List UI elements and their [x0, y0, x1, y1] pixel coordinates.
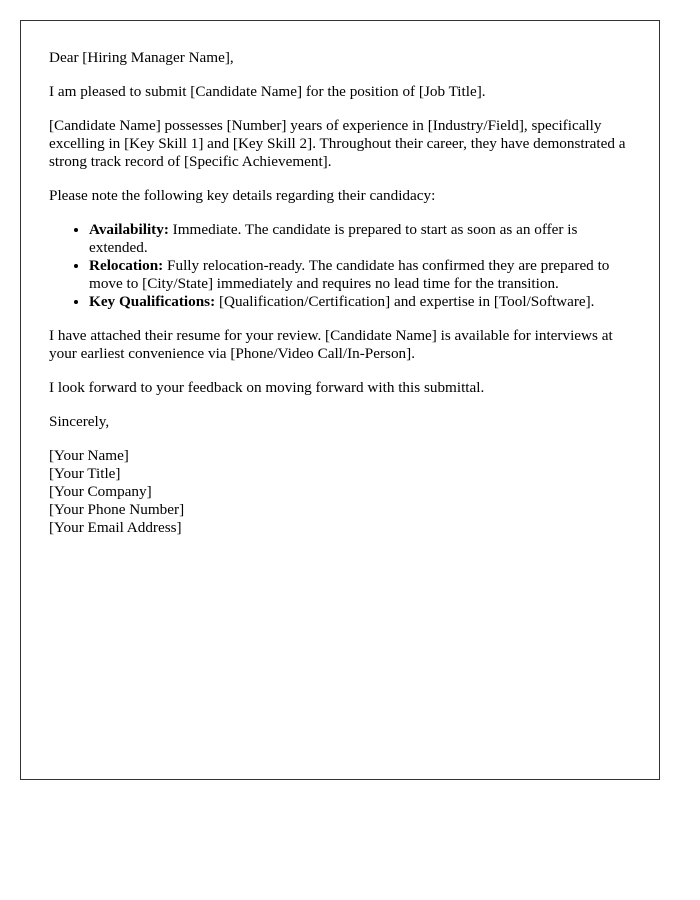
relocation-text: Fully relocation-ready. The candidate has confirmed they are prepared to move to [City/State] immediately and requires no lead time for the transition. [89, 257, 610, 292]
experience-paragraph: [Candidate Name] possesses [Number] years of experience in [Industry/Field], specifically excelling in [Key Skill 1] and [Key Skill 2]. Throughout their career, they have demonstrated a strong track record of [Specific Achievement]. [49, 117, 626, 170]
candidacy-details-list [49, 221, 631, 311]
signature-title: [Your Title] [49, 465, 121, 482]
signature-email: [Your Email Address] [49, 519, 182, 536]
closing-note-paragraph: I look forward to your feedback on moving forward with this submittal. [49, 379, 485, 396]
letter-page [20, 20, 660, 780]
key-qualifications-label: Key Qualifications: [89, 293, 216, 310]
intro-paragraph: I am pleased to submit [Candidate Name] for the position of [Job Title]. [49, 83, 486, 100]
list-item-key-qualifications [89, 293, 631, 311]
availability-text: Immediate. The candidate is prepared to start as soon as an offer is extended. [89, 221, 578, 256]
details-intro-paragraph: Please note the following key details regarding their candidacy: [49, 187, 436, 204]
signature-phone: [Your Phone Number] [49, 501, 185, 518]
signature-company: [Your Company] [49, 483, 152, 500]
attachment-paragraph: I have attached their resume for your review. [Candidate Name] is available for interviews at your earliest convenience via [Phone/Video Call/In-Person]. [49, 327, 613, 362]
relocation-label: Relocation: [89, 257, 164, 274]
list-item-relocation [89, 257, 631, 293]
signature-name: [Your Name] [49, 447, 129, 464]
list-item-availability [89, 221, 631, 257]
availability-label: Availability: [89, 221, 169, 238]
key-qualifications-text: [Qualification/Certification] and expertise in [Tool/Software]. [215, 293, 595, 310]
signoff: Sincerely, [49, 413, 110, 430]
signature-block [49, 447, 631, 537]
salutation: Dear [Hiring Manager Name], [49, 49, 234, 66]
